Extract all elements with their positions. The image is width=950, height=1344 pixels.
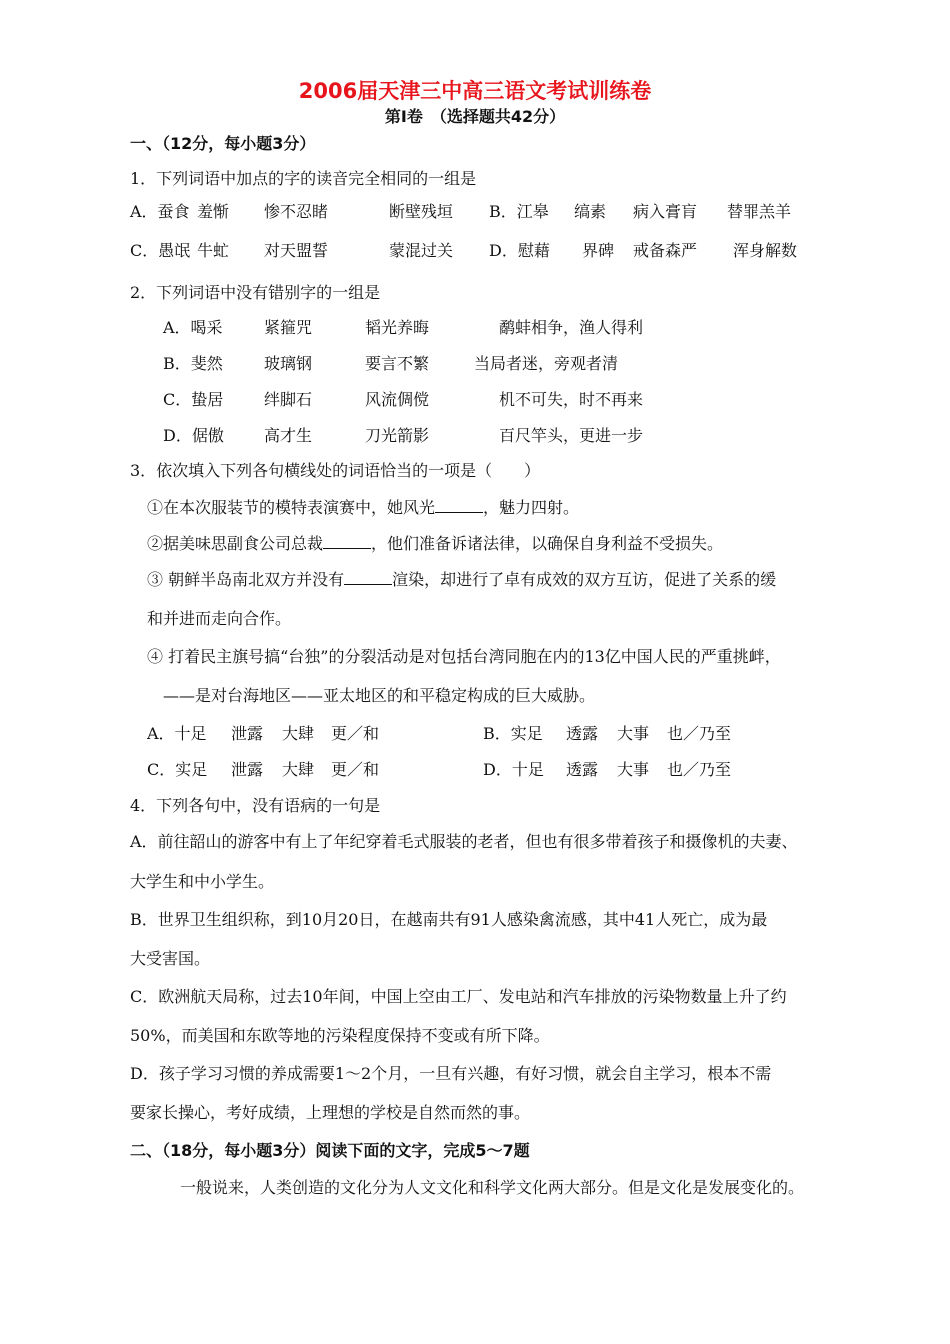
- q1-word: A．蚕食: [130, 202, 190, 221]
- q2-word: 风流倜傥: [365, 390, 430, 409]
- section-2-heading: 二、（18分，每小题3分）阅读下面的文字，完成5～7题: [130, 1141, 530, 1160]
- q2-word: 机不可失，时不再来: [499, 390, 644, 409]
- q3-word: 更／和: [331, 760, 380, 779]
- exam-title: 2006届天津三中高三语文考试训练卷: [298, 79, 652, 103]
- q3-word: 也／乃至: [667, 760, 732, 779]
- fill-blank: [344, 570, 392, 585]
- q1-word: 蒙混过关: [389, 241, 454, 260]
- q3-sentence-4-continued: ——是对台海地区——亚太地区的和平稳定构成的巨大威胁。: [163, 686, 596, 705]
- q3-sentence-2: [147, 533, 723, 555]
- q4-option-b-line-2: 大受害国。: [130, 949, 211, 968]
- q1-word: 对天盟誓: [264, 241, 329, 260]
- q3-word: 泄露: [231, 724, 264, 743]
- q3-word: 大事: [617, 760, 650, 779]
- q2-word: 鹬蚌相争，渔人得利: [499, 318, 644, 337]
- q2-word: B．斐然: [163, 354, 223, 373]
- q4-option-a-line-1: A．前往韶山的游客中有上了年纪穿着毛式服装的老者，但也有很多带着孩子和摄像机的夫妻、: [130, 832, 798, 851]
- q3-sentence-1-part-a: ①在本次服装节的模特表演赛中，她风光: [147, 498, 436, 517]
- q1-word: 戒备森严: [633, 241, 698, 260]
- q1-word: 病入膏肓: [633, 202, 698, 221]
- q1-word: 界碑: [582, 241, 615, 260]
- q2-word: A．喝采: [163, 318, 223, 337]
- q3-word: 大事: [617, 724, 650, 743]
- q3-sentence-4: ④ 打着民主旗号搞“台独”的分裂活动是对包括台湾同胞在内的13亿中国人民的严重挑衅，: [147, 647, 781, 666]
- q1-word: 牛虻: [197, 241, 230, 260]
- q3-word: 更／和: [331, 724, 380, 743]
- fill-blank: [435, 498, 483, 513]
- q3-sentence-2-part-a: ②据美味思副食公司总裁: [147, 534, 324, 553]
- q3-sentence-1-part-b: ，魅力四射。: [483, 498, 580, 517]
- q1-word: 浑身解数: [733, 241, 798, 260]
- q3-word: D．十足: [483, 760, 544, 779]
- q1-word: B．江皋: [489, 202, 549, 221]
- q3-word: 大肆: [282, 760, 315, 779]
- q2-word: 绊脚石: [264, 390, 313, 409]
- q1-stem: 1．下列词语中加点的字的读音完全相同的一组是: [130, 169, 477, 188]
- q1-word: 缟素: [574, 202, 607, 221]
- q2-word: 要言不繁: [365, 354, 430, 373]
- q1-word: D．慰藉: [489, 241, 550, 260]
- q2-word: D．倨傲: [163, 426, 224, 445]
- q4-option-d-line-1: D．孩子学习习惯的养成需要1～2个月，一旦有兴趣，有好习惯，就会自主学习，根本不需: [130, 1064, 772, 1083]
- q3-sentence-3-continued: 和并进而走向合作。: [147, 609, 292, 628]
- q2-word: 紧箍咒: [264, 318, 313, 337]
- q3-sentence-3: [147, 569, 776, 591]
- fill-blank: [323, 534, 371, 549]
- q3-stem: 3．依次填入下列各句横线处的词语恰当的一项是（ ）: [130, 461, 541, 480]
- reading-passage-paragraph: 一般说来，人类创造的文化分为人文文化和科学文化两大部分。但是文化是发展变化的。: [180, 1178, 805, 1197]
- q1-word: 断壁残垣: [389, 202, 454, 221]
- q1-word: C．愚氓: [130, 241, 191, 260]
- q4-option-c-line-2: 50%，而美国和东欧等地的污染程度保持不变或有所下降。: [130, 1026, 550, 1045]
- q3-word: B．实足: [483, 724, 543, 743]
- q4-option-c-line-1: C．欧洲航天局称，过去10年间，中国上空由工厂、发电站和汽车排放的污染物数量上升了约: [130, 987, 787, 1006]
- q1-word: 惨不忍睹: [264, 202, 329, 221]
- q2-word: 刀光箭影: [365, 426, 430, 445]
- q3-word: 大肆: [282, 724, 315, 743]
- exam-subtitle: 第Ⅰ卷 （选择题共42分）: [384, 107, 566, 126]
- q2-word: 韬光养晦: [365, 318, 430, 337]
- q2-word: 玻璃钢: [264, 354, 313, 373]
- q2-word: C．蛰居: [163, 390, 224, 409]
- q2-word: 当局者迷，旁观者清: [474, 354, 619, 373]
- q3-sentence-2-part-b: ，他们准备诉诸法律，以确保自身利益不受损失。: [371, 534, 724, 553]
- section-1-heading: 一、（12分，每小题3分）: [130, 134, 316, 153]
- q3-word: A．十足: [147, 724, 207, 743]
- q1-word: 羞惭: [197, 202, 230, 221]
- q3-word: 透露: [566, 724, 599, 743]
- q3-word: 透露: [566, 760, 599, 779]
- q4-option-d-line-2: 要家长操心，考好成绩，上理想的学校是自然而然的事。: [130, 1103, 531, 1122]
- q3-word: 泄露: [231, 760, 264, 779]
- q3-sentence-1: [147, 497, 579, 519]
- q2-stem: 2．下列词语中没有错别字的一组是: [130, 283, 381, 302]
- q4-stem: 4．下列各句中，没有语病的一句是: [130, 796, 381, 815]
- q3-sentence-3-part-a: ③ 朝鲜半岛南北双方并没有: [147, 570, 345, 589]
- q2-word: 百尺竿头，更进一步: [499, 426, 644, 445]
- q2-word: 高才生: [264, 426, 313, 445]
- q3-word: C．实足: [147, 760, 208, 779]
- q4-option-a-line-2: 大学生和中小学生。: [130, 872, 275, 891]
- q3-sentence-3-part-b: 渲染，却进行了卓有成效的双方互访，促进了关系的缓: [392, 570, 777, 589]
- q1-word: 替罪羔羊: [727, 202, 792, 221]
- q3-word: 也／乃至: [667, 724, 732, 743]
- q4-option-b-line-1: B．世界卫生组织称，到10月20日，在越南共有91人感染禽流感，其中41人死亡，成为最: [130, 910, 768, 929]
